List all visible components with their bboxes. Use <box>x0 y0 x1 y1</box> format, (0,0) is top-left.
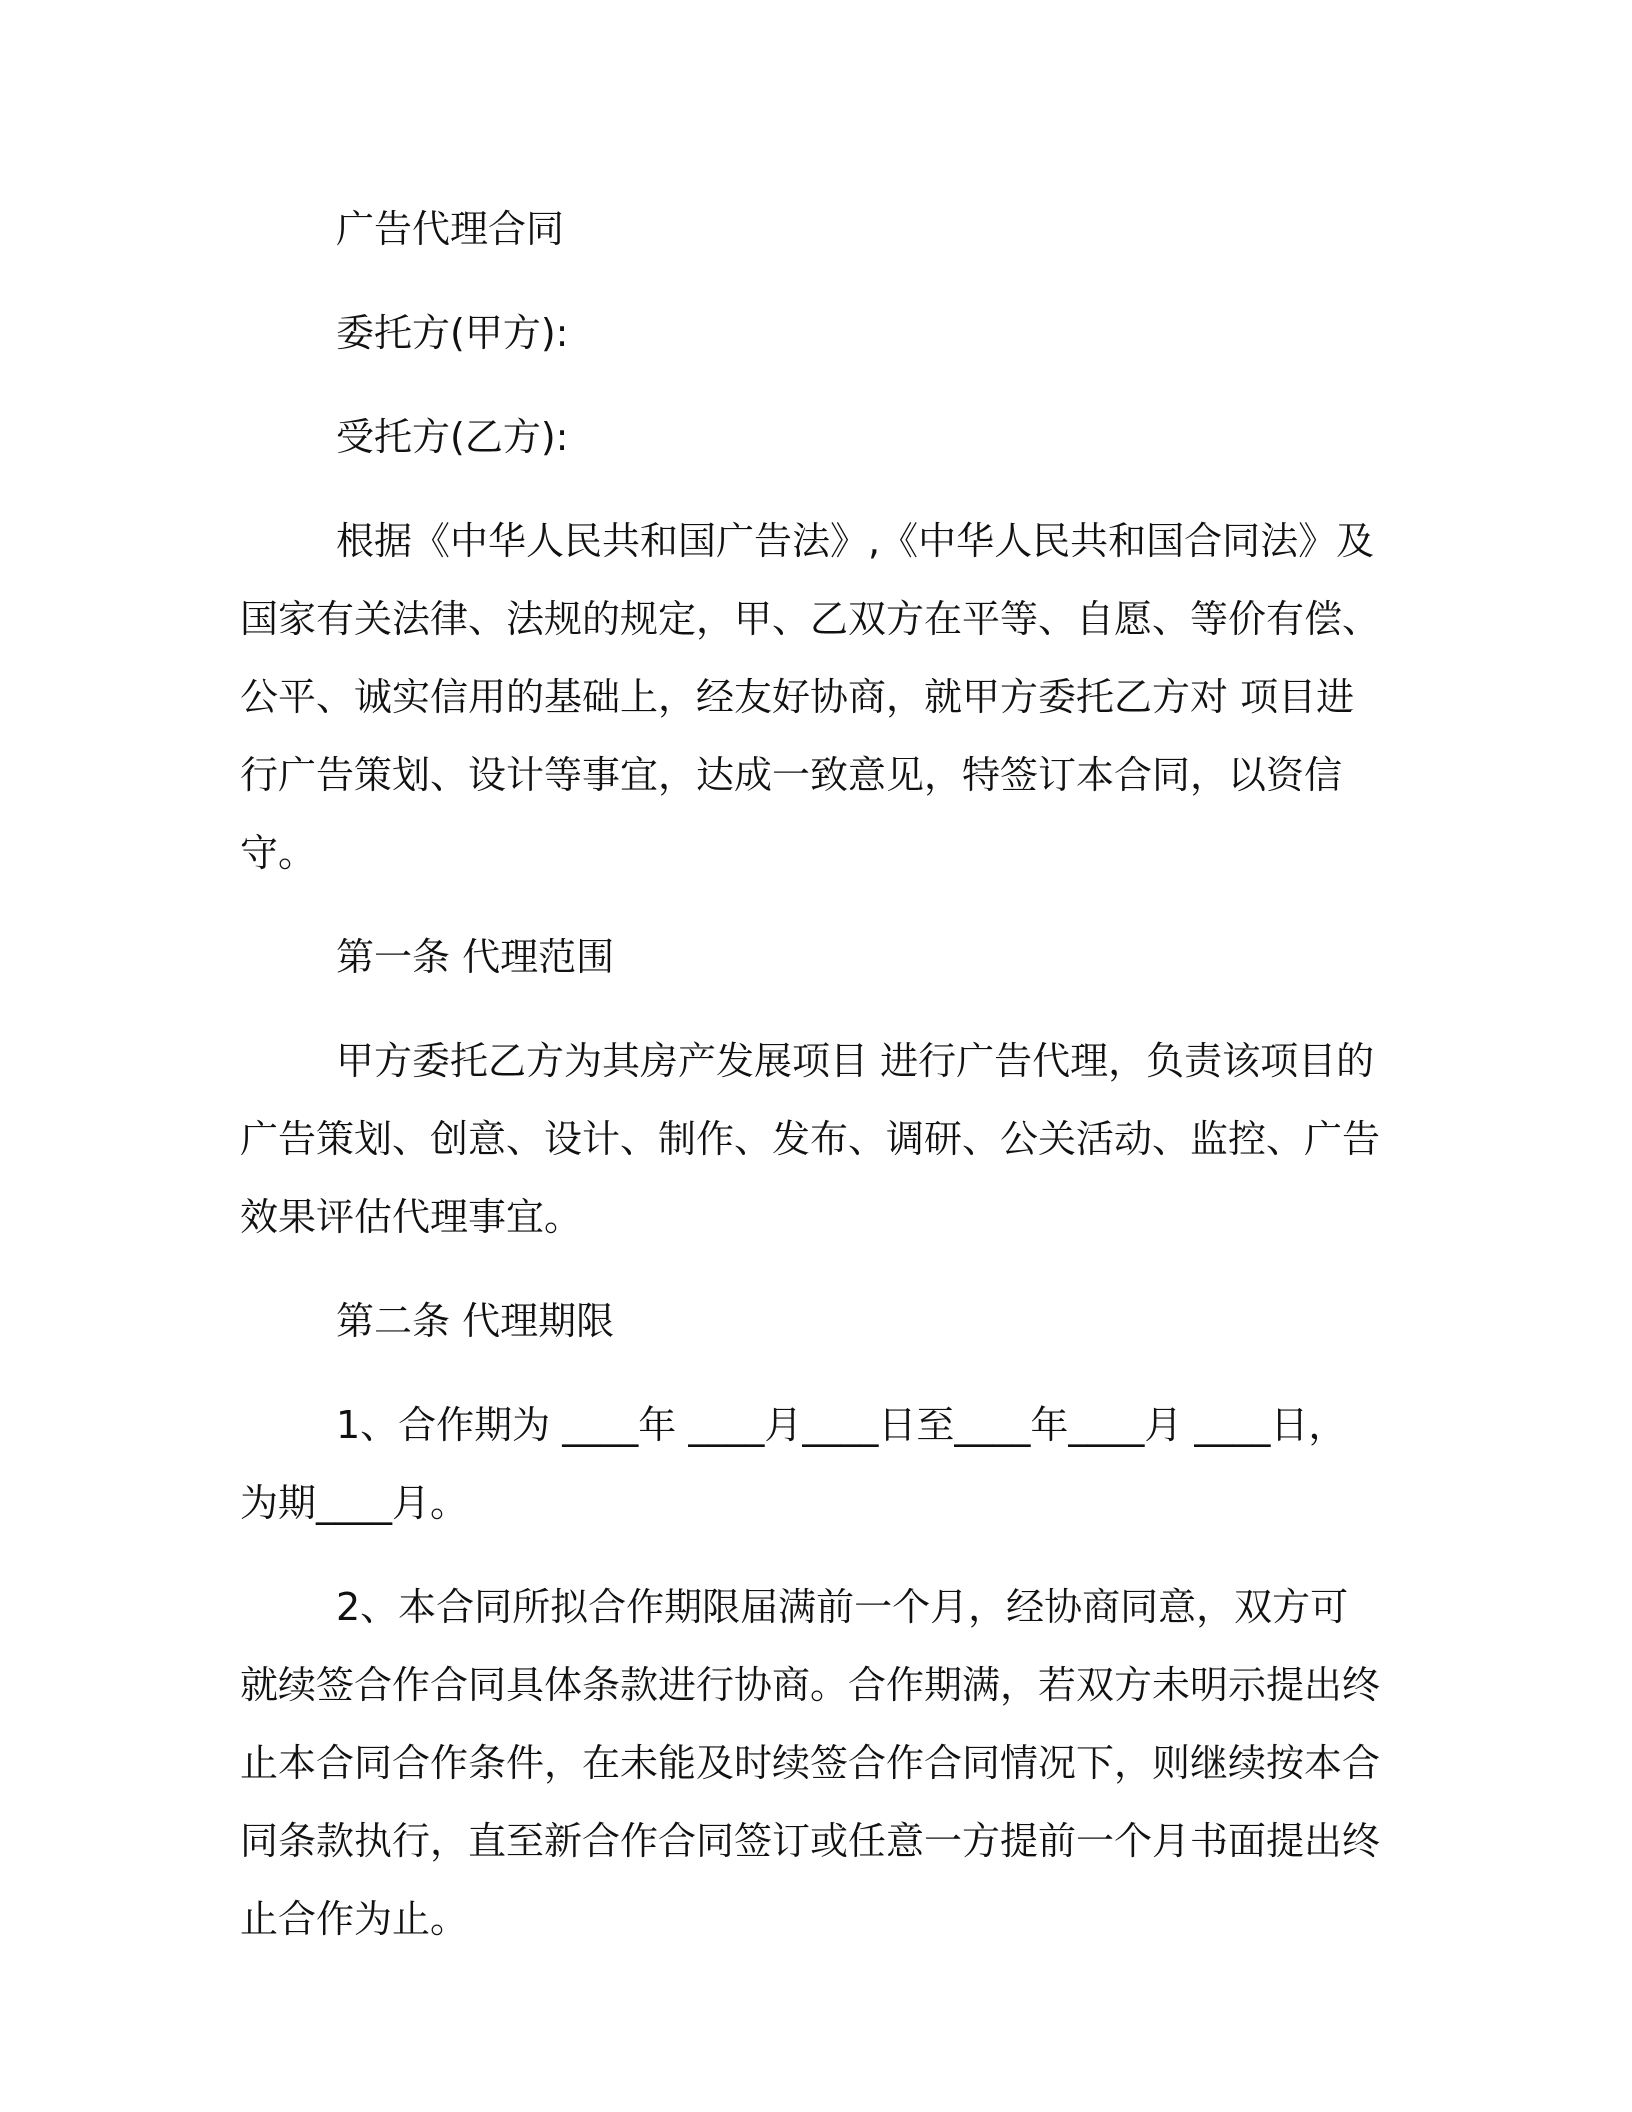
article-2-heading: 第二条 代理期限 <box>336 1299 615 1343</box>
preamble-paragraph: 根据《中华人民共和国广告法》,《中华人民共和国合同法》及国家有关法律、法规的规定，甲、乙双方在平等、自愿、等价有偿、公平、诚实信用的基础上，经友好协商，就甲方委托乙方对 项目进行广告策划、设计等事宜，达成一致意见，特签订本合同，以资信守。 <box>240 519 1381 875</box>
party-a-line: 委托方(甲方): <box>336 311 569 355</box>
document-page <box>240 190 1380 1984</box>
article-2-item-2: 2、本合同所拟合作期限届满前一个月，经协商同意，双方可就续签合作合同具体条款进行协商。合作期满，若双方未明示提出终止本合同合作条件，在未能及时续签合作合同情况下，则继续按本合同条款执行，直至新合作合同签订或任意一方提前一个月书面提出终止合作为止。 <box>240 1585 1381 1941</box>
article-2-item-1: 1、合作期为 ____年 ____月____日至____年____月 ____日，为期____月。 <box>240 1403 1347 1525</box>
party-b-line: 受托方(乙方): <box>336 415 569 459</box>
contract-title: 广告代理合同 <box>336 207 565 251</box>
article-1-heading: 第一条 代理范围 <box>336 935 615 979</box>
article-1-body: 甲方委托乙方为其房产发展项目 进行广告代理，负责该项目的广告策划、创意、设计、制作、发布、调研、公关活动、监控、广告效果评估代理事宜。 <box>240 1039 1381 1239</box>
